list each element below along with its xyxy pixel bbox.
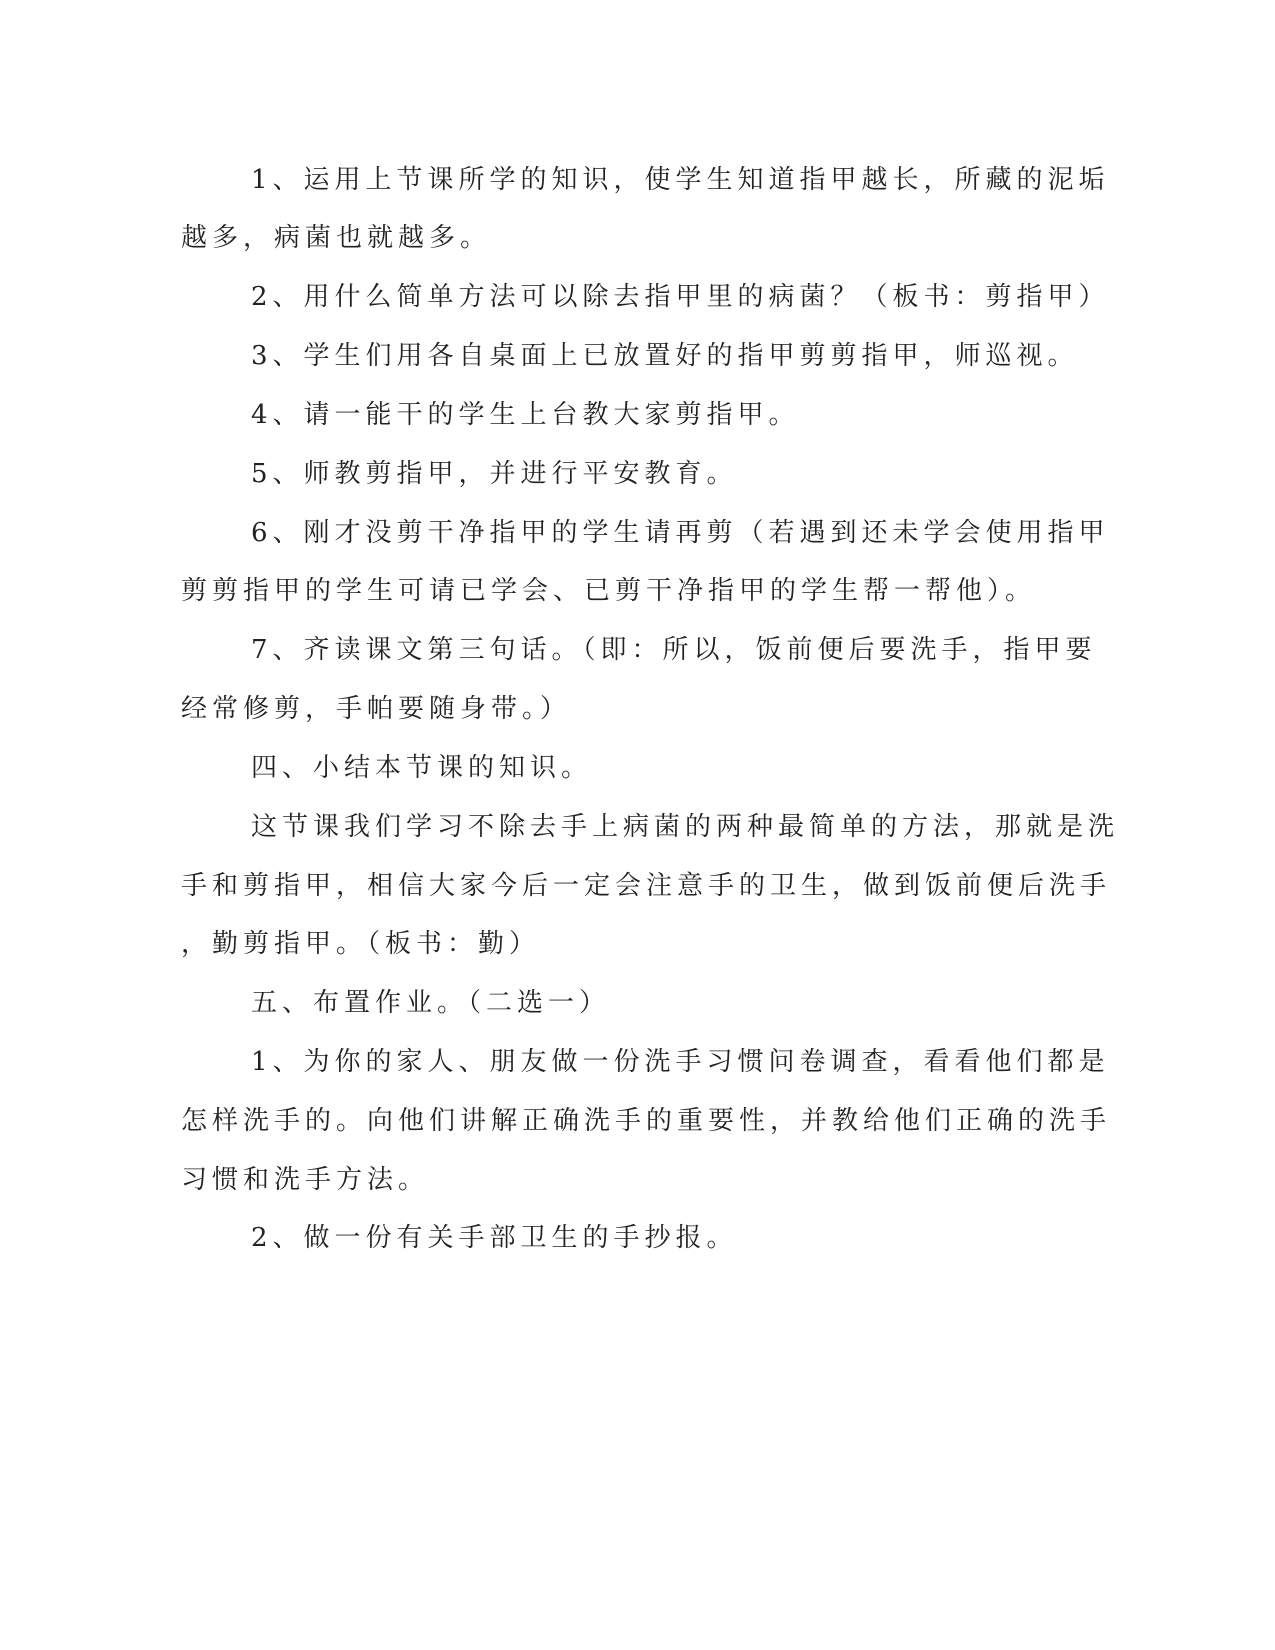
paragraph-line: 5、师教剪指甲，并进行平安教育。: [251, 459, 738, 489]
paragraph-line: 经常修剪，手帕要随身带。）: [181, 694, 572, 724]
paragraph-line: 1、为你的家人、朋友做一份洗手习惯问卷调查，看看他们都是: [251, 1047, 1110, 1077]
paragraph-line: ，勤剪指甲。（板书：勤）: [181, 929, 541, 959]
paragraph-line: 剪剪指甲的学生可请已学会、已剪干净指甲的学生帮一帮他）。: [181, 576, 1037, 606]
section-heading: 五、布置作业。（二选一）: [251, 988, 611, 1018]
paragraph-line: 2、做一份有关手部卫生的手抄报。: [251, 1223, 738, 1253]
paragraph-line: 3、学生们用各自桌面上已放置好的指甲剪剪指甲，师巡视。: [251, 341, 1079, 371]
paragraph-line: 4、请一能干的学生上台教大家剪指甲。: [251, 400, 800, 430]
paragraph-line: 6、刚才没剪干净指甲的学生请再剪（若遇到还未学会使用指甲: [251, 518, 1110, 548]
paragraph-line: 1、运用上节课所学的知识，使学生知道指甲越长，所藏的泥垢: [251, 165, 1110, 195]
paragraph-line: 2、用什么简单方法可以除去指甲里的病菌？（板书：剪指甲）: [251, 282, 1110, 312]
paragraph-line: 手和剪指甲，相信大家今后一定会注意手的卫生，做到饭前便后洗手: [181, 871, 1112, 901]
section-heading: 四、小结本节课的知识。: [251, 753, 593, 783]
paragraph-line: 习惯和洗手方法。: [181, 1165, 430, 1195]
paragraph-line: 这节课我们学习不除去手上病菌的两种最简单的方法，那就是洗: [251, 812, 1120, 842]
paragraph-line: 越多，病菌也就越多。: [181, 223, 492, 253]
paragraph-line: 怎样洗手的。向他们讲解正确洗手的重要性，并教给他们正确的洗手: [181, 1106, 1112, 1136]
paragraph-line: 7、齐读课文第三句话。（即：所以，饭前便后要洗手，指甲要: [251, 635, 1097, 665]
